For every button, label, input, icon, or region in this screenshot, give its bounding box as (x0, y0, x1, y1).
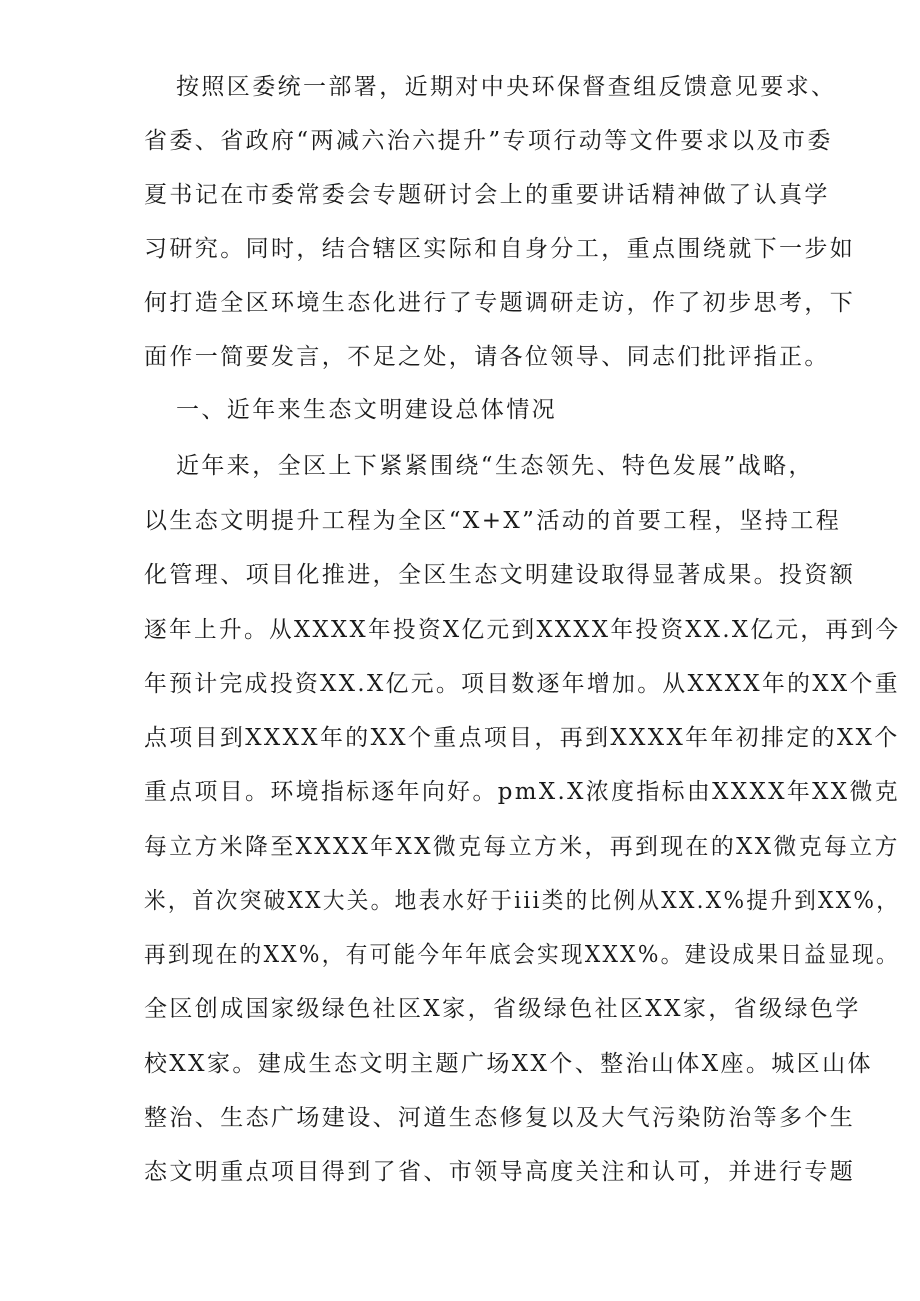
text-line: 近年来，全区上下紧紧围绕“生态领先、特色发展”战略， (176, 453, 814, 479)
text-line: 按照区委统一部署，近期对中央环保督查组反馈意见要求、 (176, 74, 837, 100)
text-line: 再到现在的XX%，有可能今年年底会实现XXX%。建设成果日益显现。 (144, 942, 900, 968)
text-line: 省委、省政府“两减六治六提升”专项行动等文件要求以及市委 (144, 128, 833, 154)
text-line: 习研究。同时，结合辖区实际和自身分工，重点围绕就下一步如 (144, 236, 856, 262)
text-line: 重点项目。环境指标逐年向好。pmX.X浓度指标由XXXX年XX微克 (144, 779, 901, 805)
text-line: 面作一简要发言，不足之处，请各位领导、同志们批评指正。 (144, 344, 830, 370)
text-line: 全区创成国家级绿色社区X家，省级绿色社区XX家，省级绿色学 (144, 996, 861, 1022)
text-line: 年预计完成投资XX.X亿元。项目数逐年增加。从XXXX年的XX个重 (144, 671, 900, 697)
text-line: 校XX家。建成生态文明主题广场XX个、整治山体X座。城区山体 (144, 1051, 873, 1077)
text-line: 每立方米降至XXXX年XX微克每立方米，再到现在的XX微克每立方 (144, 834, 900, 860)
text-line: 化管理、项目化推进，全区生态文明建设取得显著成果。投资额 (144, 562, 856, 588)
text-line: 以生态文明提升工程为全区“X+X”活动的首要工程，坚持工程 (144, 508, 842, 534)
text-line: 夏书记在市委常委会专题研讨会上的重要讲话精神做了认真学 (144, 182, 830, 208)
text-line: 米，首次突破XX大关。地表水好于iii类的比例从XX.X%提升到XX%， (144, 888, 901, 914)
text-line: 整治、生态广场建设、河道生态修复以及大气污染防治等多个生 (144, 1105, 856, 1131)
text-line: 逐年上升。从XXXX年投资X亿元到XXXX年投资XX.X亿元，再到今 (144, 617, 901, 643)
text-line: 态文明重点项目得到了省、市领导高度关注和认可，并进行专题 (144, 1159, 856, 1185)
text-line: 点项目到XXXX年的XX个重点项目，再到XXXX年年初排定的XX个 (144, 725, 900, 751)
section-heading: 一、近年来生态文明建设总体情况 (176, 397, 557, 423)
text-line: 何打造全区环境生态化进行了专题调研走访，作了初步思考，下 (144, 290, 856, 316)
